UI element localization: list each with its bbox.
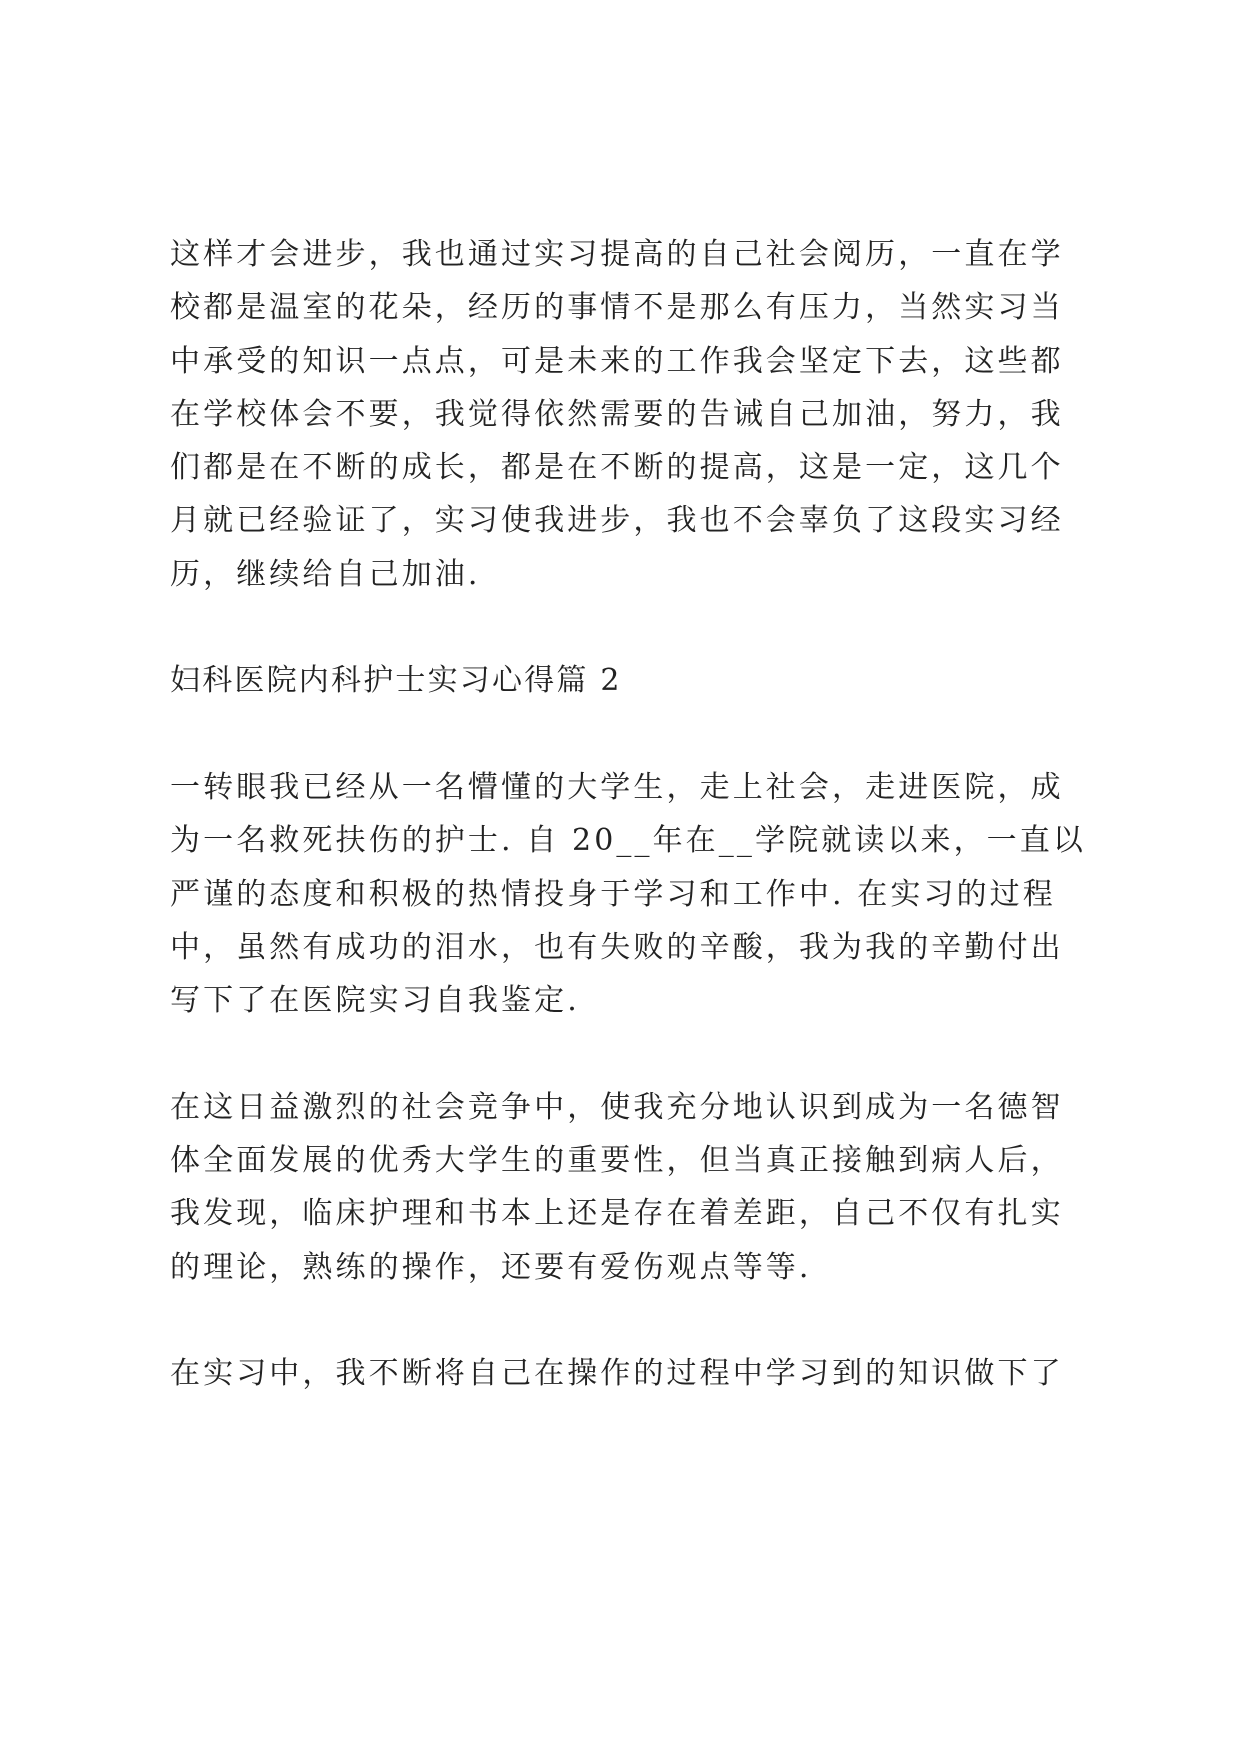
text-line: 的理论，熟练的操作，还要有爱伤观点等等. xyxy=(170,1249,812,1285)
paragraph-spacer xyxy=(170,1294,1070,1347)
text-line: 在学校体会不要，我觉得依然需要的告诫自己加油，努力，我 xyxy=(170,396,1064,432)
section-heading xyxy=(170,654,1070,707)
text-line: 我发现，临床护理和书本上还是存在着差距，自己不仅有扎实 xyxy=(170,1196,1064,1232)
text-line: 在实习中，我不断将自己在操作的过程中学习到的知识做下了 xyxy=(170,1356,1064,1392)
paragraph-spacer xyxy=(170,1027,1070,1080)
paragraph-4 xyxy=(170,1347,1070,1400)
text-line: 严谨的态度和积极的热情投身于学习和工作中. 在实习的过程 xyxy=(170,876,1056,912)
text-line: 历，继续给自己加油. xyxy=(170,556,481,592)
text-line: 体全面发展的优秀大学生的重要性，但当真正接触到病人后， xyxy=(170,1143,1064,1179)
text-line: 为一名救死扶伤的护士. 自 20__年在__学院就读以来，一直以 xyxy=(170,823,1086,859)
heading-text: 妇科医院内科护士实习心得篇 2 xyxy=(170,663,622,699)
paragraph-2 xyxy=(170,761,1086,1027)
paragraph-spacer xyxy=(170,708,1070,761)
text-line: 在这日益激烈的社会竞争中，使我充分地认识到成为一名德智 xyxy=(170,1089,1064,1125)
text-line: 中承受的知识一点点，可是未来的工作我会坚定下去，这些都 xyxy=(170,343,1064,379)
text-line: 写下了在医院实习自我鉴定. xyxy=(170,983,580,1019)
paragraph-3 xyxy=(170,1081,1070,1294)
paragraph-1 xyxy=(170,228,1070,601)
text-line: 中，虽然有成功的泪水，也有失败的辛酸，我为我的辛勤付出 xyxy=(170,929,1064,965)
document-body xyxy=(170,228,1086,1401)
text-line: 这样才会进步，我也通过实习提高的自己社会阅历，一直在学 xyxy=(170,237,1064,272)
text-line: 校都是温室的花朵，经历的事情不是那么有压力，当然实习当 xyxy=(170,290,1064,326)
text-line: 们都是在不断的成长，都是在不断的提高，这是一定，这几个 xyxy=(170,450,1064,486)
text-line: 一转眼我已经从一名懵懂的大学生，走上社会，走进医院，成 xyxy=(170,769,1064,805)
text-line: 月就已经验证了，实习使我进步，我也不会辜负了这段实习经 xyxy=(170,503,1064,539)
paragraph-spacer xyxy=(170,601,1070,654)
